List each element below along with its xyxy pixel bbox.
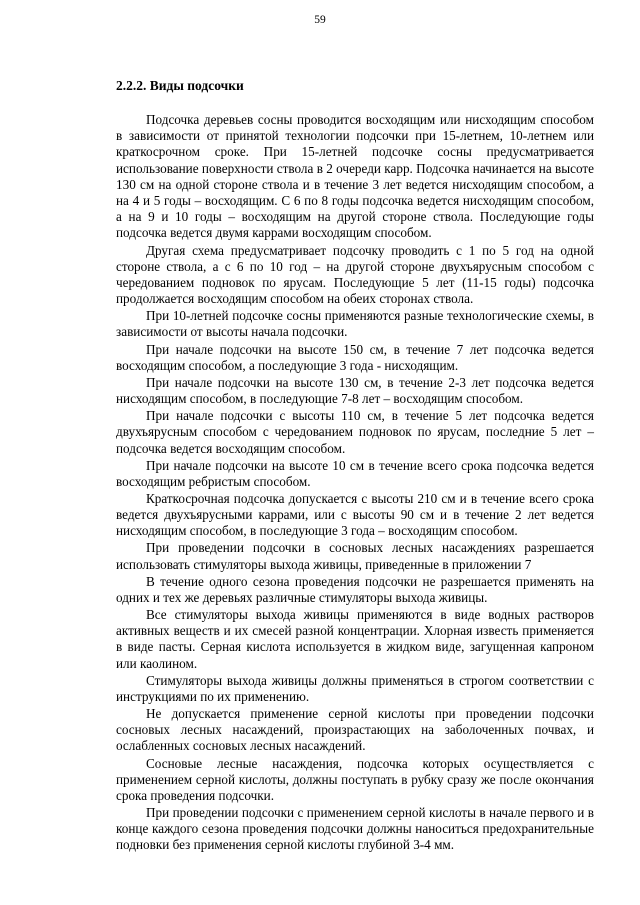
paragraph: Краткосрочная подсочка допускается с высоты 210 см и в течение всего срока ведется двухъярусными каррами, или с высоты 90 см и в течение 2 лет ведется нисходящим способом, в последующие 3 года – восходящим способом. — [116, 490, 594, 539]
paragraph: Стимуляторы выхода живицы должны применяться в строгом соответствии с инструкциями по их применению. — [116, 672, 594, 704]
paragraph: При 10-летней подсочке сосны применяются разные технологические схемы, в зависимости от высоты начала подсочки. — [116, 308, 594, 340]
body-text — [116, 112, 594, 855]
paragraph: Все стимуляторы выхода живицы применяются в виде водных растворов активных веществ и их смесей разной концентрации. Хлорная известь применяется в виде пасты. Серная кислота используется в жидком виде, загущенная капроном или каолином. — [116, 607, 594, 671]
paragraph: Подсочка деревьев сосны проводится восходящим или нисходящим способом в зависимости от принятой технологии подсочки при 15-летнем, 10-летнем или краткосрочном сроке. При 15-летней подсочке сосны предусматривается использование поверхности ствола в 2 очереди карр. Подсочка начинается на высоте 130 см на одной стороне ствола и в течение 3 лет ведется нисходящим способом, а на 4 и 5 годы – восходящим. С 6 по 8 годы подсочка ведется нисходящим способом, а на 9 и 10 годы – восходящим на другой стороне ствола. Последующие годы подсочка ведется двумя каррами восходящим способом. — [116, 112, 594, 241]
paragraph: При начале подсочки на высоте 10 см в течение всего срока подсочка ведется восходящим ребристым способом. — [116, 457, 594, 489]
paragraph: Не допускается применение серной кислоты при проведении подсочки сосновых лесных насаждений, произрастающих на заболоченных почвах, и ослабленных сосновых лесных насаждений. — [116, 706, 594, 754]
paragraph: В течение одного сезона проведения подсочки не разрешается применять на одних и тех же деревьях различные стимуляторы выхода живицы. — [116, 573, 594, 605]
paragraph: При начале подсочки на высоте 130 см, в течение 2-3 лет подсочка ведется нисходящим способом, в последующие 7-8 лет – восходящим способом. — [116, 374, 594, 407]
paragraph: При начале подсочки с высоты 110 см, в течение 5 лет подсочка ведется двухъярусным способом с чередованием подновок по ярусам, последние 5 лет – подсочка ведется восходящим способом. — [116, 408, 594, 456]
paragraph: Сосновые лесные насаждения, подсочка которых осуществляется с применением серной кислоты, должны поступать в рубку сразу же после окончания срока проведения подсочки. — [116, 755, 594, 803]
paragraph: Другая схема предусматривает подсочку проводить с 1 по 5 год на одной стороне ствола, а с 6 по 10 год – на другой стороне двухъярусным способом с чередованием подновок по ярусам. Последующие 5 лет (11-15 годы) подсочка продолжается восходящим способом на обеих сторонах ствола. — [116, 242, 594, 307]
section-heading: 2.2.2. Виды подсочки — [116, 78, 244, 93]
page-number: 59 — [314, 14, 326, 26]
paragraph: При начале подсочки на высоте 150 см, в течение 7 лет подсочка ведется восходящим способом, а последующие 3 года - нисходящим. — [116, 341, 594, 373]
paragraph: При проведении подсочки в сосновых лесных насаждениях разрешается использовать стимуляторы выхода живицы, приведенные в приложении 7 — [116, 540, 594, 572]
paragraph: При проведении подсочки с применением серной кислоты в начале первого и в конце каждого сезона проведения подсочки должны наноситься предохранительные подновки без применения серной кислоты глубиной 3-4 мм. — [116, 805, 594, 853]
